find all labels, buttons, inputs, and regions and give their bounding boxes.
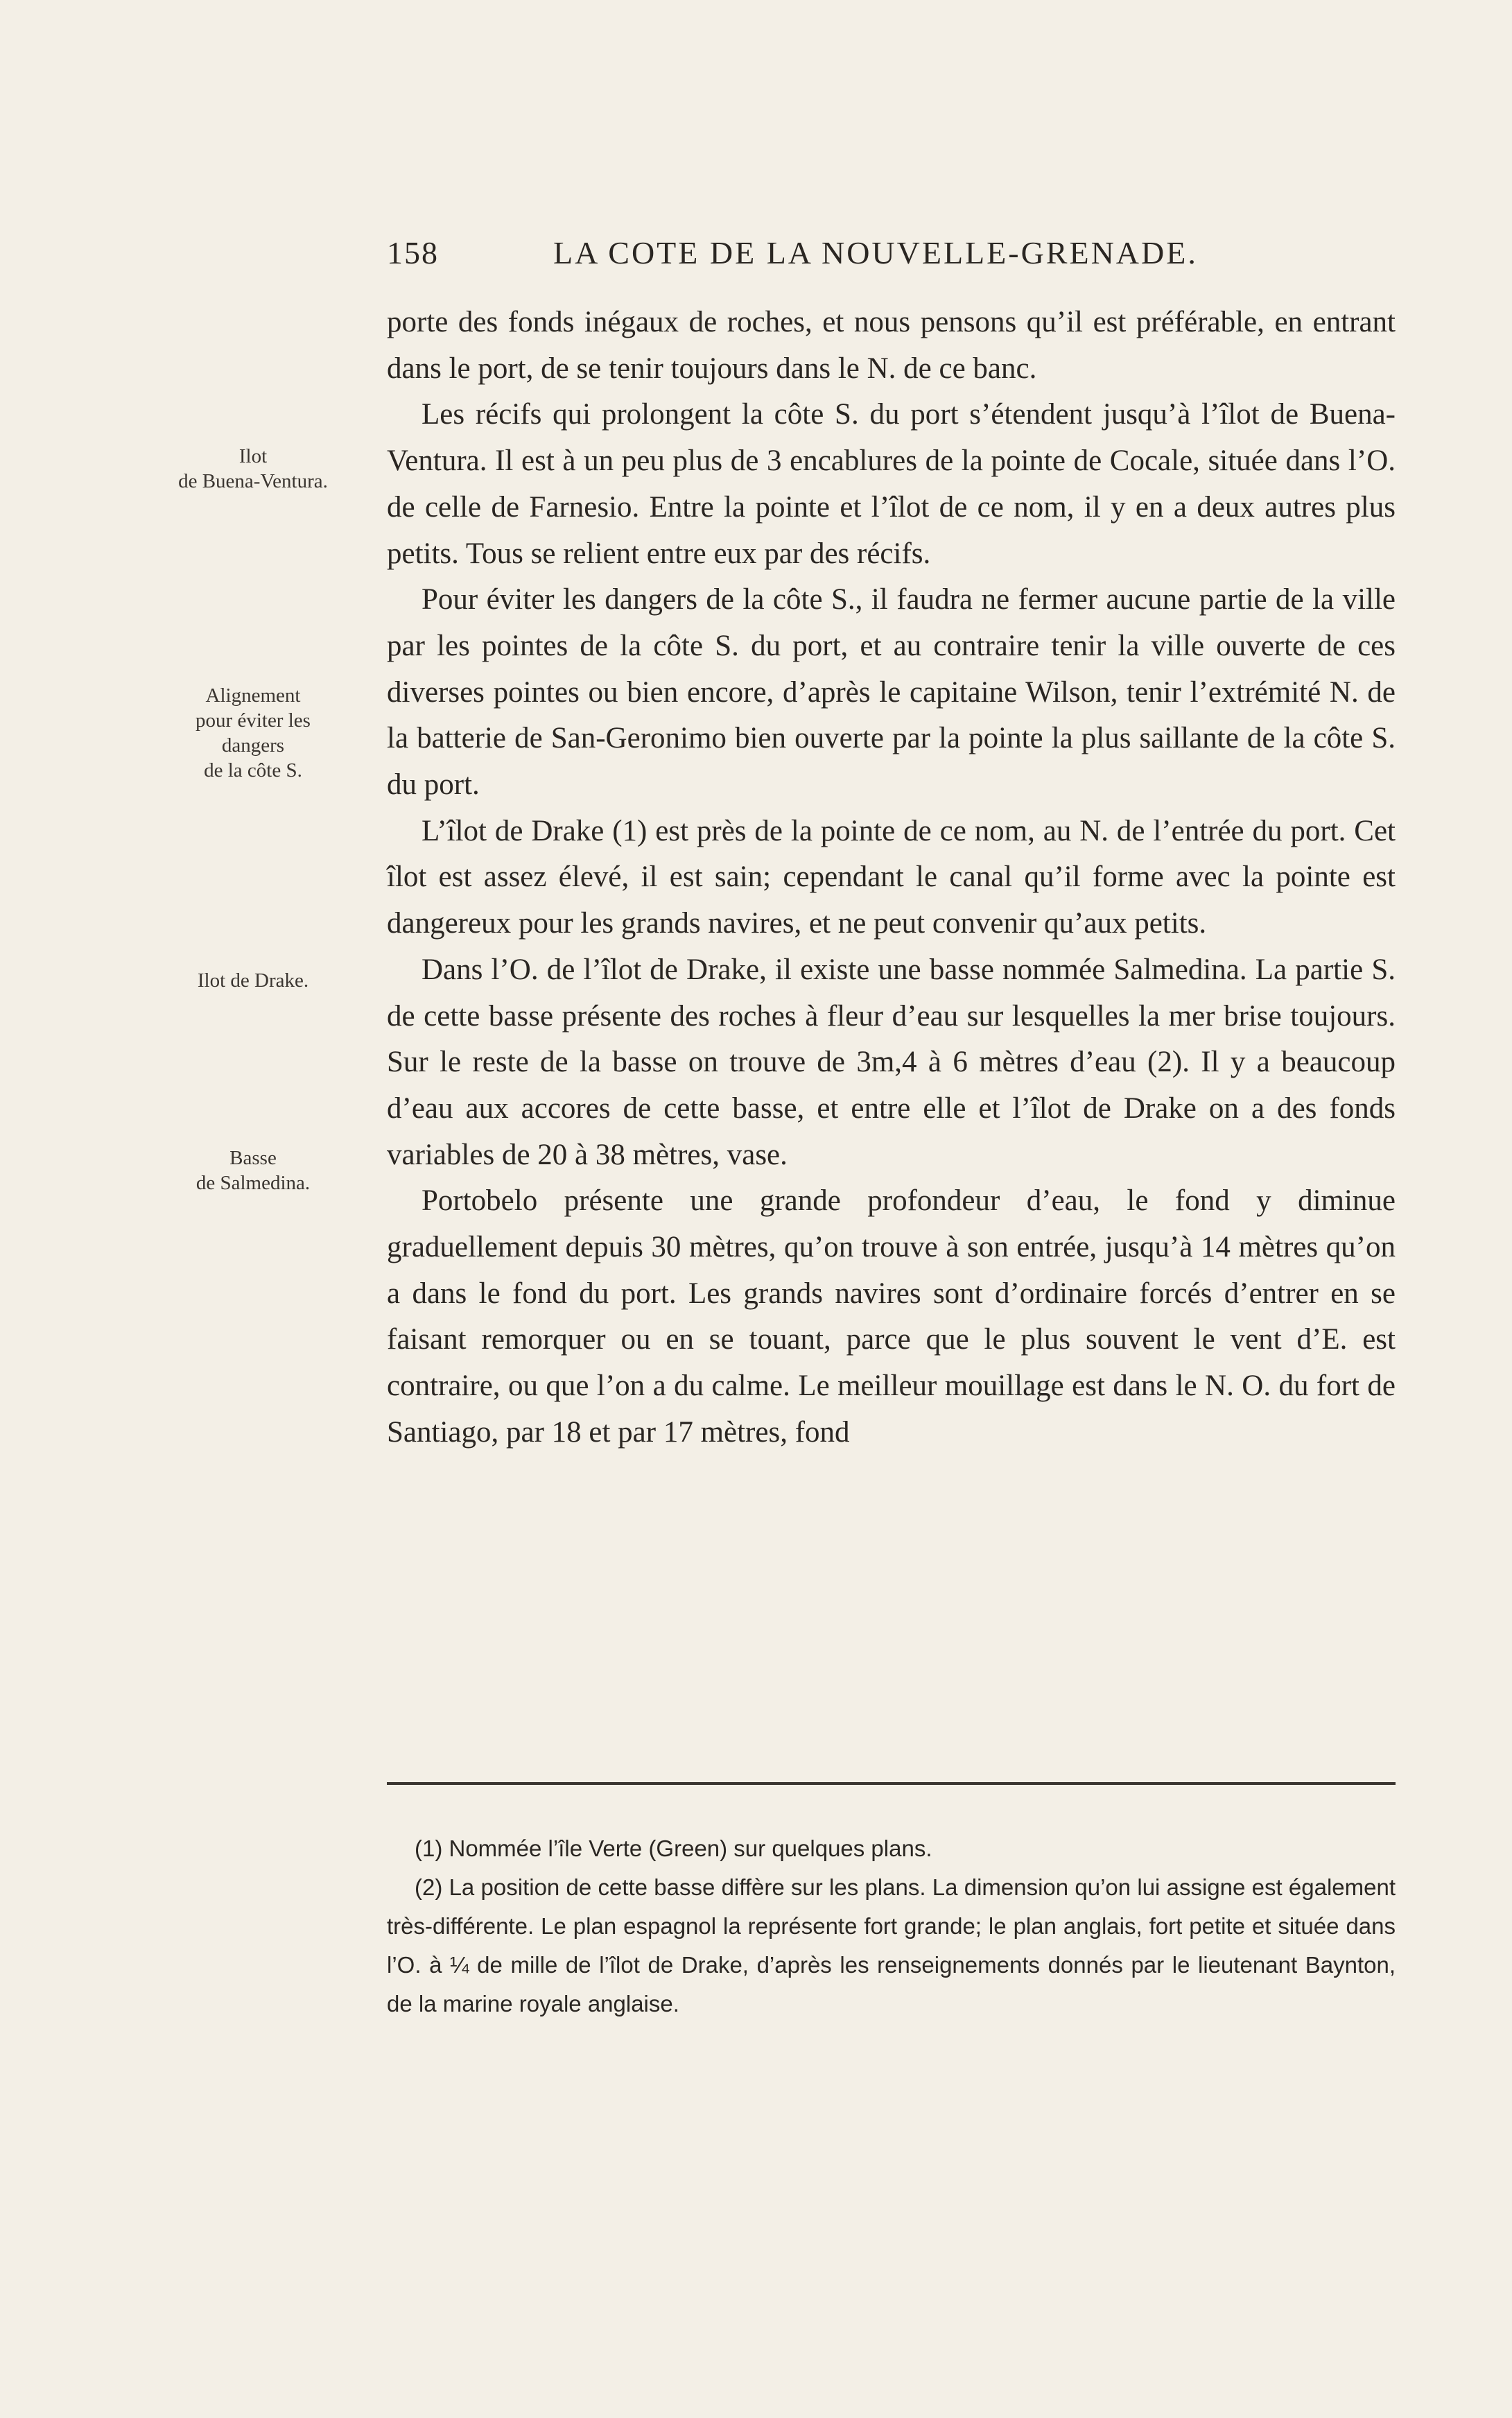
margin-note-buena-ventura: Ilot de Buena-Ventura. [178, 445, 328, 492]
running-title: LA COTE DE LA NOUVELLE-GRENADE. [553, 235, 1198, 270]
margin-note-drake: Ilot de Drake. [197, 969, 309, 992]
page-number: 158 [387, 235, 439, 270]
margin-note-salmedina: Basse de Salmedina. [195, 1147, 311, 1194]
paragraph: Portobelo présente une grande profondeur d’eau, le fond y diminue graduellement depuis 30 mètres, qu’on trouve à son entrée, jusqu’à 14 mètres qu’on a dans le fond du port. Les grands navires sont d’ordinaire forcés d’entrer en se faisant remorquer ou en se touant, parce que le plus souvent le vent d’E. est contraire, ou que l’on a du calme. Le meilleur mouillage est dans le N. O. du fort de Santiago, par 18 et par 17 mètres, fond [387, 1184, 1396, 1449]
paragraph: Pour éviter les dangers de la côte S., il faudra ne fermer aucune partie de la ville par les pointes de la côte S. du port, et au contraire tenir la ville ouverte de ces diverses pointes ou bien encore, d’après le capitaine Wilson, tenir l’extrémité N. de la batterie de San-Geronimo bien ouverte par la pointe la plus saillante de la côte S. du port. [387, 583, 1396, 802]
main-text [387, 300, 1396, 1456]
running-header [387, 234, 1396, 276]
margin-note-alignement: Alignement pour éviter les dangers de la côte S. [195, 684, 311, 781]
paragraph: porte des fonds inégaux de roches, et nous pensons qu’il est préférable, en entrant dans le port, de se tenir toujours dans le N. de ce banc. [387, 306, 1396, 385]
footnote: (2) La position de cette basse diffère sur les plans. La dimension qu’on lui assigne est également très-différente. Le plan espagnol la représente fort grande; le plan anglais, fort petite et située dans l’O. à ¼ de mille de l’îlot de Drake, d’après les renseignements donnés par le lieutenant Baynton, de la marine royale anglaise. [387, 1874, 1396, 2017]
footnotes [387, 1829, 1396, 2023]
paragraph: Dans l’O. de l’îlot de Drake, il existe une basse nommée Salmedina. La partie S. de cette basse présente des roches à fleur d’eau sur lesquelles la mer brise toujours. Sur le reste de la basse on trouve de 3m,4 à 6 mètres d’eau (2). Il y a beaucoup d’eau aux accores de cette basse, et entre elle et l’îlot de Drake on a des fonds variables de 20 à 38 mètres, vase. [387, 953, 1396, 1171]
footnote: (1) Nommée l’île Verte (Green) sur quelques plans. [415, 1836, 932, 1861]
paragraph: L’îlot de Drake (1) est près de la pointe de ce nom, au N. de l’entrée du port. Cet îlot est assez élevé, il est sain; cependant le canal qu’il forme avec la pointe est dangereux pour les grands navires, et ne peut convenir qu’aux petits. [387, 814, 1396, 940]
paragraph: Les récifs qui prolongent la côte S. du port s’étendent jusqu’à l’îlot de Buena-Ventura. Il est à un peu plus de 3 encablures de la pointe de Cocale, située dans l’O. de celle de Farnesio. Entre la pointe et l’îlot de ce nom, il y en a deux autres plus petits. Tous se relient entre eux par des récifs. [387, 398, 1396, 570]
footnote-divider [387, 1782, 1396, 1785]
